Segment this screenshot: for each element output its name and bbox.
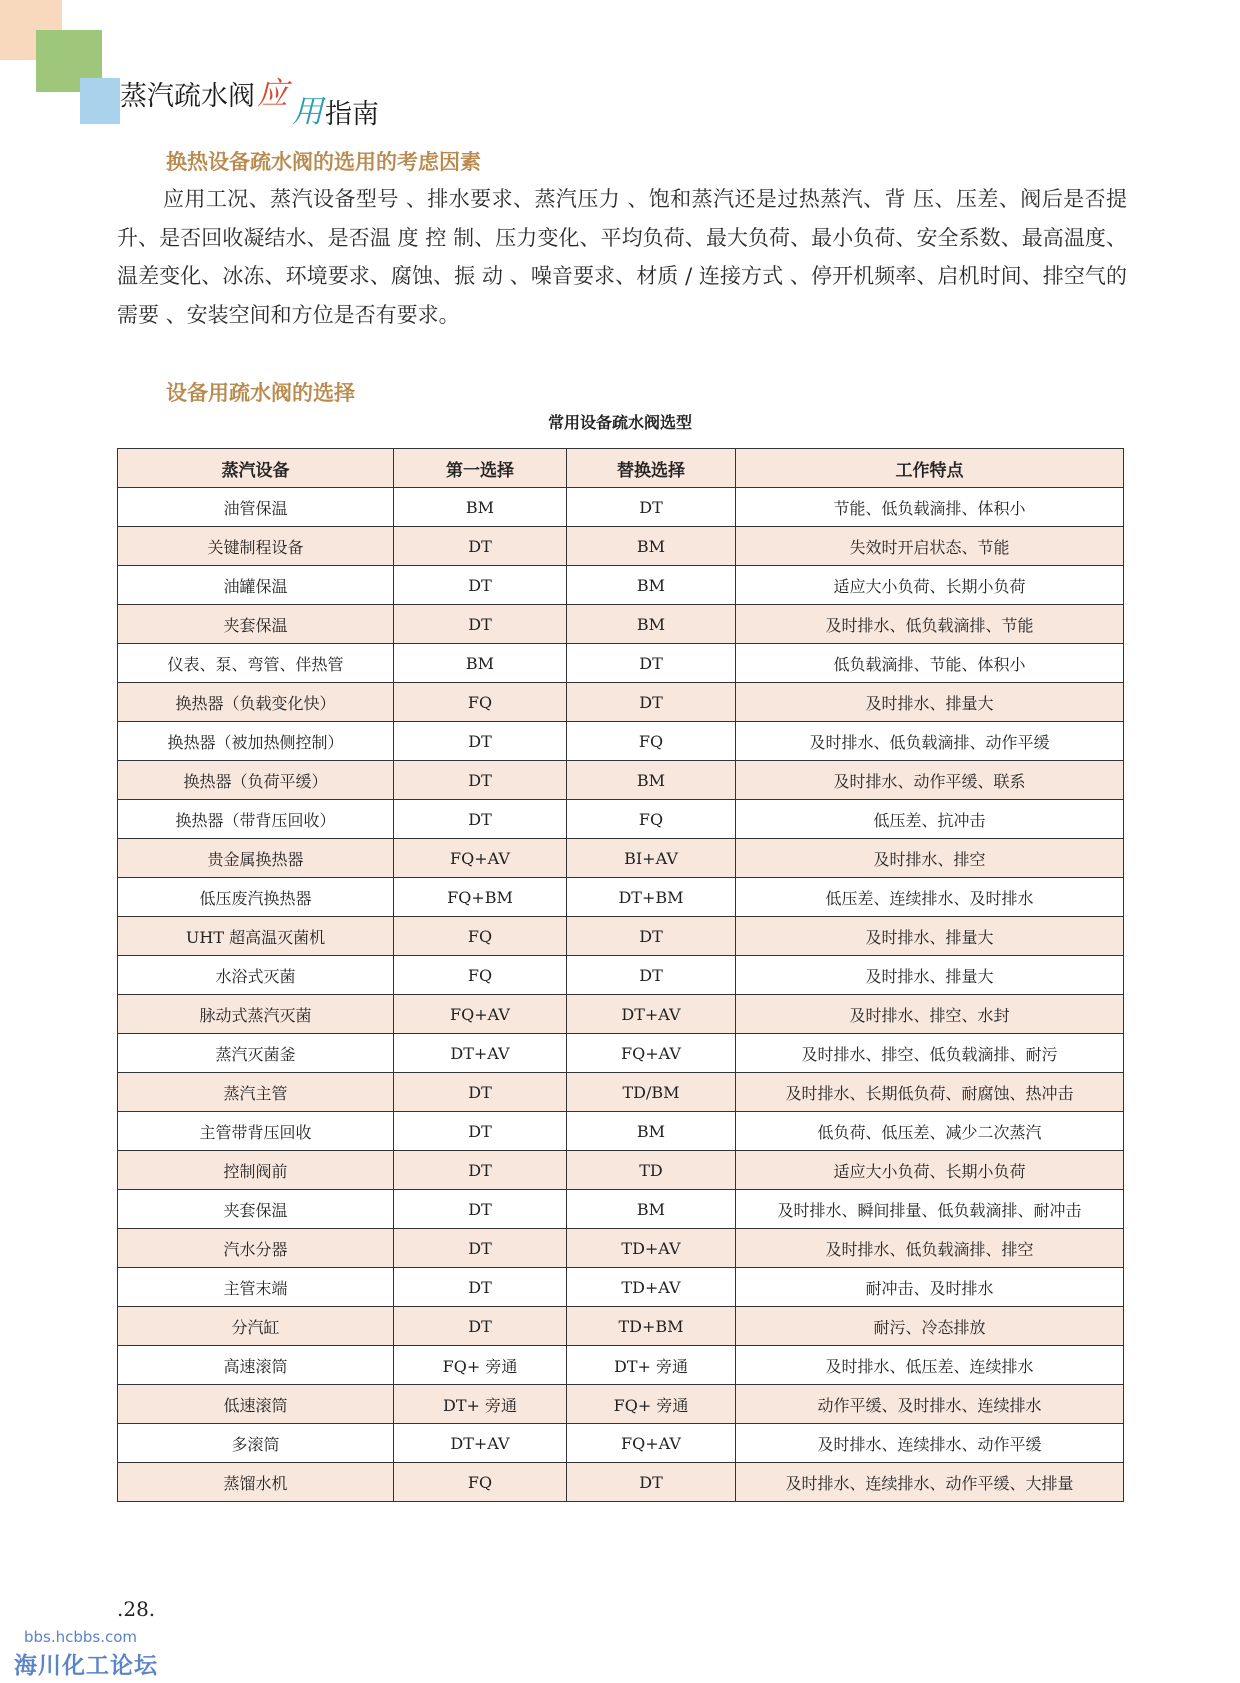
cell-equipment: 分汽缸 bbox=[118, 1307, 394, 1346]
trap-selection-table-wrapper bbox=[117, 448, 1123, 1502]
book-title-script-2: 用 bbox=[292, 94, 323, 130]
table-row bbox=[118, 527, 1124, 566]
cell-first-choice: FQ+AV bbox=[394, 995, 567, 1034]
table-row bbox=[118, 917, 1124, 956]
cell-equipment: UHT 超高温灭菌机 bbox=[118, 917, 394, 956]
cell-features: 及时排水、排量大 bbox=[736, 683, 1124, 722]
cell-equipment: 蒸汽主管 bbox=[118, 1073, 394, 1112]
cell-equipment: 主管带背压回收 bbox=[118, 1112, 394, 1151]
cell-features: 及时排水、瞬间排量、低负载滴排、耐冲击 bbox=[736, 1190, 1124, 1229]
section-heading-factors: 换热设备疏水阀的选用的考虑因素 bbox=[166, 149, 481, 174]
cell-equipment: 换热器（负荷平缓） bbox=[118, 761, 394, 800]
cell-first-choice: FQ+BM bbox=[394, 878, 567, 917]
table-row bbox=[118, 995, 1124, 1034]
table-body bbox=[118, 488, 1124, 1502]
cell-features: 适应大小负荷、长期小负荷 bbox=[736, 566, 1124, 605]
cell-features: 及时排水、连续排水、动作平缓 bbox=[736, 1424, 1124, 1463]
cell-first-choice: DT bbox=[394, 605, 567, 644]
cell-first-choice: DT+AV bbox=[394, 1034, 567, 1073]
cell-alternative: TD+BM bbox=[567, 1307, 736, 1346]
book-title-tail: 指南 bbox=[325, 99, 379, 130]
watermark-url: bbs.hcbbs.com bbox=[24, 1628, 138, 1646]
cell-equipment: 关键制程设备 bbox=[118, 527, 394, 566]
table-row bbox=[118, 1073, 1124, 1112]
cell-first-choice: DT bbox=[394, 1307, 567, 1346]
cell-alternative: DT bbox=[567, 1463, 736, 1502]
cell-alternative: BM bbox=[567, 761, 736, 800]
cell-first-choice: FQ bbox=[394, 1463, 567, 1502]
cell-alternative: BM bbox=[567, 605, 736, 644]
cell-alternative: DT+BM bbox=[567, 878, 736, 917]
cell-features: 耐冲击、及时排水 bbox=[736, 1268, 1124, 1307]
cell-equipment: 蒸汽灭菌釜 bbox=[118, 1034, 394, 1073]
section-heading-selection: 设备用疏水阀的选择 bbox=[166, 380, 355, 405]
table-row bbox=[118, 1463, 1124, 1502]
table-row bbox=[118, 644, 1124, 683]
cell-equipment: 夹套保温 bbox=[118, 1190, 394, 1229]
cell-alternative: FQ bbox=[567, 722, 736, 761]
cell-alternative: FQ+AV bbox=[567, 1424, 736, 1463]
cell-alternative: BM bbox=[567, 566, 736, 605]
cell-alternative: DT bbox=[567, 956, 736, 995]
header-equipment: 蒸汽设备 bbox=[118, 449, 394, 488]
cell-first-choice: DT bbox=[394, 1151, 567, 1190]
cell-first-choice: FQ+AV bbox=[394, 839, 567, 878]
cell-features: 及时排水、排空、水封 bbox=[736, 995, 1124, 1034]
cell-features: 低压差、抗冲击 bbox=[736, 800, 1124, 839]
table-row bbox=[118, 1424, 1124, 1463]
cell-alternative: BM bbox=[567, 1112, 736, 1151]
header-first-choice: 第一选择 bbox=[394, 449, 567, 488]
header-features: 工作特点 bbox=[736, 449, 1124, 488]
cell-features: 适应大小负荷、长期小负荷 bbox=[736, 1151, 1124, 1190]
cell-features: 及时排水、排量大 bbox=[736, 956, 1124, 995]
cell-first-choice: DT+ 旁通 bbox=[394, 1385, 567, 1424]
table-row bbox=[118, 1190, 1124, 1229]
table-row bbox=[118, 1034, 1124, 1073]
cell-features: 耐污、冷态排放 bbox=[736, 1307, 1124, 1346]
trap-selection-table bbox=[117, 448, 1124, 1502]
cell-alternative: BM bbox=[567, 527, 736, 566]
cell-alternative: TD bbox=[567, 1151, 736, 1190]
cell-equipment: 换热器（被加热侧控制） bbox=[118, 722, 394, 761]
cell-first-choice: DT bbox=[394, 1268, 567, 1307]
cell-equipment: 主管末端 bbox=[118, 1268, 394, 1307]
cell-first-choice: DT bbox=[394, 1112, 567, 1151]
cell-equipment: 仪表、泵、弯管、伴热管 bbox=[118, 644, 394, 683]
cell-features: 及时排水、低负载滴排、排空 bbox=[736, 1229, 1124, 1268]
cell-first-choice: DT bbox=[394, 1190, 567, 1229]
page-number: .28. bbox=[117, 1597, 156, 1621]
cell-first-choice: DT bbox=[394, 566, 567, 605]
table-row bbox=[118, 1346, 1124, 1385]
cell-first-choice: DT bbox=[394, 1073, 567, 1112]
cell-alternative: DT bbox=[567, 644, 736, 683]
cell-features: 及时排水、动作平缓、联系 bbox=[736, 761, 1124, 800]
cell-features: 低负载滴排、节能、体积小 bbox=[736, 644, 1124, 683]
cell-features: 失效时开启状态、节能 bbox=[736, 527, 1124, 566]
cell-alternative: FQ bbox=[567, 800, 736, 839]
table-row bbox=[118, 1307, 1124, 1346]
cell-first-choice: DT bbox=[394, 527, 567, 566]
cell-first-choice: BM bbox=[394, 488, 567, 527]
cell-equipment: 贵金属换热器 bbox=[118, 839, 394, 878]
cell-features: 及时排水、排量大 bbox=[736, 917, 1124, 956]
cell-first-choice: FQ bbox=[394, 956, 567, 995]
cell-alternative: FQ+AV bbox=[567, 1034, 736, 1073]
table-row bbox=[118, 683, 1124, 722]
table-row bbox=[118, 1151, 1124, 1190]
cell-equipment: 控制阀前 bbox=[118, 1151, 394, 1190]
cell-equipment: 油管保温 bbox=[118, 488, 394, 527]
cell-features: 及时排水、连续排水、动作平缓、大排量 bbox=[736, 1463, 1124, 1502]
cell-first-choice: DT+AV bbox=[394, 1424, 567, 1463]
cell-alternative: DT bbox=[567, 488, 736, 527]
cell-alternative: TD+AV bbox=[567, 1229, 736, 1268]
cell-alternative: DT+ 旁通 bbox=[567, 1346, 736, 1385]
cell-features: 低负荷、低压差、减少二次蒸汽 bbox=[736, 1112, 1124, 1151]
cell-alternative: DT bbox=[567, 683, 736, 722]
cell-alternative: BI+AV bbox=[567, 839, 736, 878]
watermark-name: 海川化工论坛 bbox=[14, 1653, 158, 1679]
table-row bbox=[118, 566, 1124, 605]
cell-features: 及时排水、低负载滴排、动作平缓 bbox=[736, 722, 1124, 761]
cell-equipment: 换热器（带背压回收） bbox=[118, 800, 394, 839]
cell-features: 及时排水、排空、低负载滴排、耐污 bbox=[736, 1034, 1124, 1073]
cell-features: 及时排水、低压差、连续排水 bbox=[736, 1346, 1124, 1385]
book-title-main: 蒸汽疏水阀 bbox=[120, 81, 255, 112]
cell-first-choice: DT bbox=[394, 800, 567, 839]
cell-first-choice: FQ+ 旁通 bbox=[394, 1346, 567, 1385]
cell-features: 及时排水、长期低负荷、耐腐蚀、热冲击 bbox=[736, 1073, 1124, 1112]
cell-alternative: DT+AV bbox=[567, 995, 736, 1034]
cell-equipment: 夹套保温 bbox=[118, 605, 394, 644]
table-row bbox=[118, 488, 1124, 527]
cell-features: 及时排水、低负载滴排、节能 bbox=[736, 605, 1124, 644]
cell-first-choice: BM bbox=[394, 644, 567, 683]
factors-paragraph: 应用工况、蒸汽设备型号 、排水要求、蒸汽压力 、饱和蒸汽还是过热蒸汽、背 压、压差、阀后是否提升、是否回收凝结水、是否温 度 控 制、压力变化、平均负荷、最大负荷、最小负荷、安全系数、最高温度、温差变化、冰冻、环境要求、腐蚀、振 动 、噪音要求、材质 / 连接方式 、停开机频率、启机时间、排空气的需要 、安装空间和方位是否有要求。 bbox=[117, 187, 1127, 327]
cell-alternative: BM bbox=[567, 1190, 736, 1229]
cell-equipment: 换热器（负载变化快） bbox=[118, 683, 394, 722]
table-row bbox=[118, 761, 1124, 800]
book-title bbox=[120, 68, 379, 130]
cell-first-choice: DT bbox=[394, 761, 567, 800]
table-row bbox=[118, 1268, 1124, 1307]
cell-features: 动作平缓、及时排水、连续排水 bbox=[736, 1385, 1124, 1424]
table-row bbox=[118, 1112, 1124, 1151]
table-row bbox=[118, 605, 1124, 644]
cell-alternative: FQ+ 旁通 bbox=[567, 1385, 736, 1424]
cell-equipment: 水浴式灭菌 bbox=[118, 956, 394, 995]
cell-features: 及时排水、排空 bbox=[736, 839, 1124, 878]
cell-first-choice: DT bbox=[394, 722, 567, 761]
cell-first-choice: FQ bbox=[394, 917, 567, 956]
cell-equipment: 脉动式蒸汽灭菌 bbox=[118, 995, 394, 1034]
cell-equipment: 多滚筒 bbox=[118, 1424, 394, 1463]
book-title-script-1: 应 bbox=[257, 76, 288, 112]
table-row bbox=[118, 839, 1124, 878]
table-caption: 常用设备疏水阀选型 bbox=[547, 413, 692, 432]
table-row bbox=[118, 1229, 1124, 1268]
cell-features: 低压差、连续排水、及时排水 bbox=[736, 878, 1124, 917]
decor-square-blue bbox=[80, 78, 120, 124]
cell-first-choice: DT bbox=[394, 1229, 567, 1268]
table-header-row bbox=[118, 449, 1124, 488]
table-row bbox=[118, 722, 1124, 761]
table-row bbox=[118, 878, 1124, 917]
cell-alternative: TD/BM bbox=[567, 1073, 736, 1112]
cell-equipment: 低压废汽换热器 bbox=[118, 878, 394, 917]
cell-equipment: 蒸馏水机 bbox=[118, 1463, 394, 1502]
table-row bbox=[118, 1385, 1124, 1424]
cell-equipment: 低速滚筒 bbox=[118, 1385, 394, 1424]
cell-equipment: 高速滚筒 bbox=[118, 1346, 394, 1385]
cell-equipment: 汽水分器 bbox=[118, 1229, 394, 1268]
header-alternative: 替换选择 bbox=[567, 449, 736, 488]
table-row bbox=[118, 800, 1124, 839]
table-row bbox=[118, 956, 1124, 995]
cell-first-choice: FQ bbox=[394, 683, 567, 722]
cell-alternative: DT bbox=[567, 917, 736, 956]
cell-alternative: TD+AV bbox=[567, 1268, 736, 1307]
cell-features: 节能、低负载滴排、体积小 bbox=[736, 488, 1124, 527]
cell-equipment: 油罐保温 bbox=[118, 566, 394, 605]
